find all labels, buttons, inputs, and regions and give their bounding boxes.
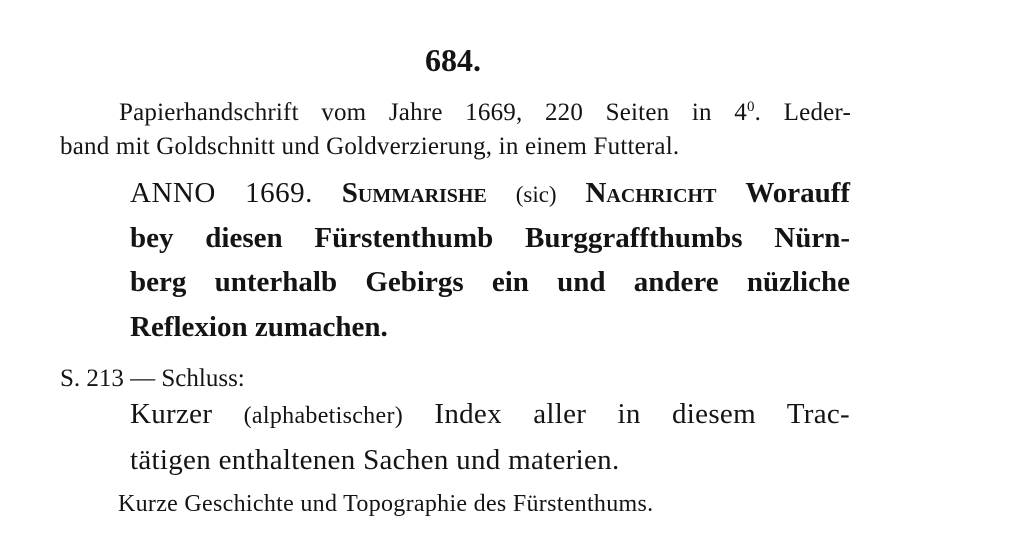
title-line-4: Reflexion zumachen. (130, 311, 388, 343)
title-line-3: berg unterhalb Gebirgs ein und andere nüzliche (130, 266, 850, 298)
title-line-2: bey diesen Fürstenthumb Burggraffthumbs Nürn- (130, 222, 850, 254)
incipit-text: Index aller in diesem Trac- (434, 398, 850, 430)
incipit-line-2: tätigen enthaltenen Sachen und materien. (130, 444, 620, 476)
title-line-1 (130, 179, 850, 208)
description-line-1 (119, 100, 851, 125)
description-text: Papierhandschrift vom Jahre 1669, 220 Seiten in 4 (119, 99, 747, 126)
incipit-parenthetical: (alphabetischer) (243, 403, 404, 429)
title-sic: (sic) (515, 182, 557, 207)
incipit-text: Kurzer (130, 398, 213, 430)
incipit-line-1 (130, 400, 850, 429)
title-nachricht: Nachricht (585, 177, 717, 209)
entry-number: 684. (425, 42, 481, 78)
title-summarishe: Summarishe (341, 177, 487, 209)
title-anno: ANNO 1669. (130, 177, 313, 209)
format-superscript: 0 (746, 99, 755, 115)
page-reference: S. 213 — Schluss: (60, 365, 245, 392)
content-note: Kurze Geschichte und Topographie des Fürstenthums. (118, 491, 654, 517)
description-line-2: band mit Goldschnitt und Goldverzierung, in einem Futteral. (60, 133, 680, 160)
description-text: . Leder- (754, 99, 851, 126)
title-text: Worauff (745, 177, 851, 209)
